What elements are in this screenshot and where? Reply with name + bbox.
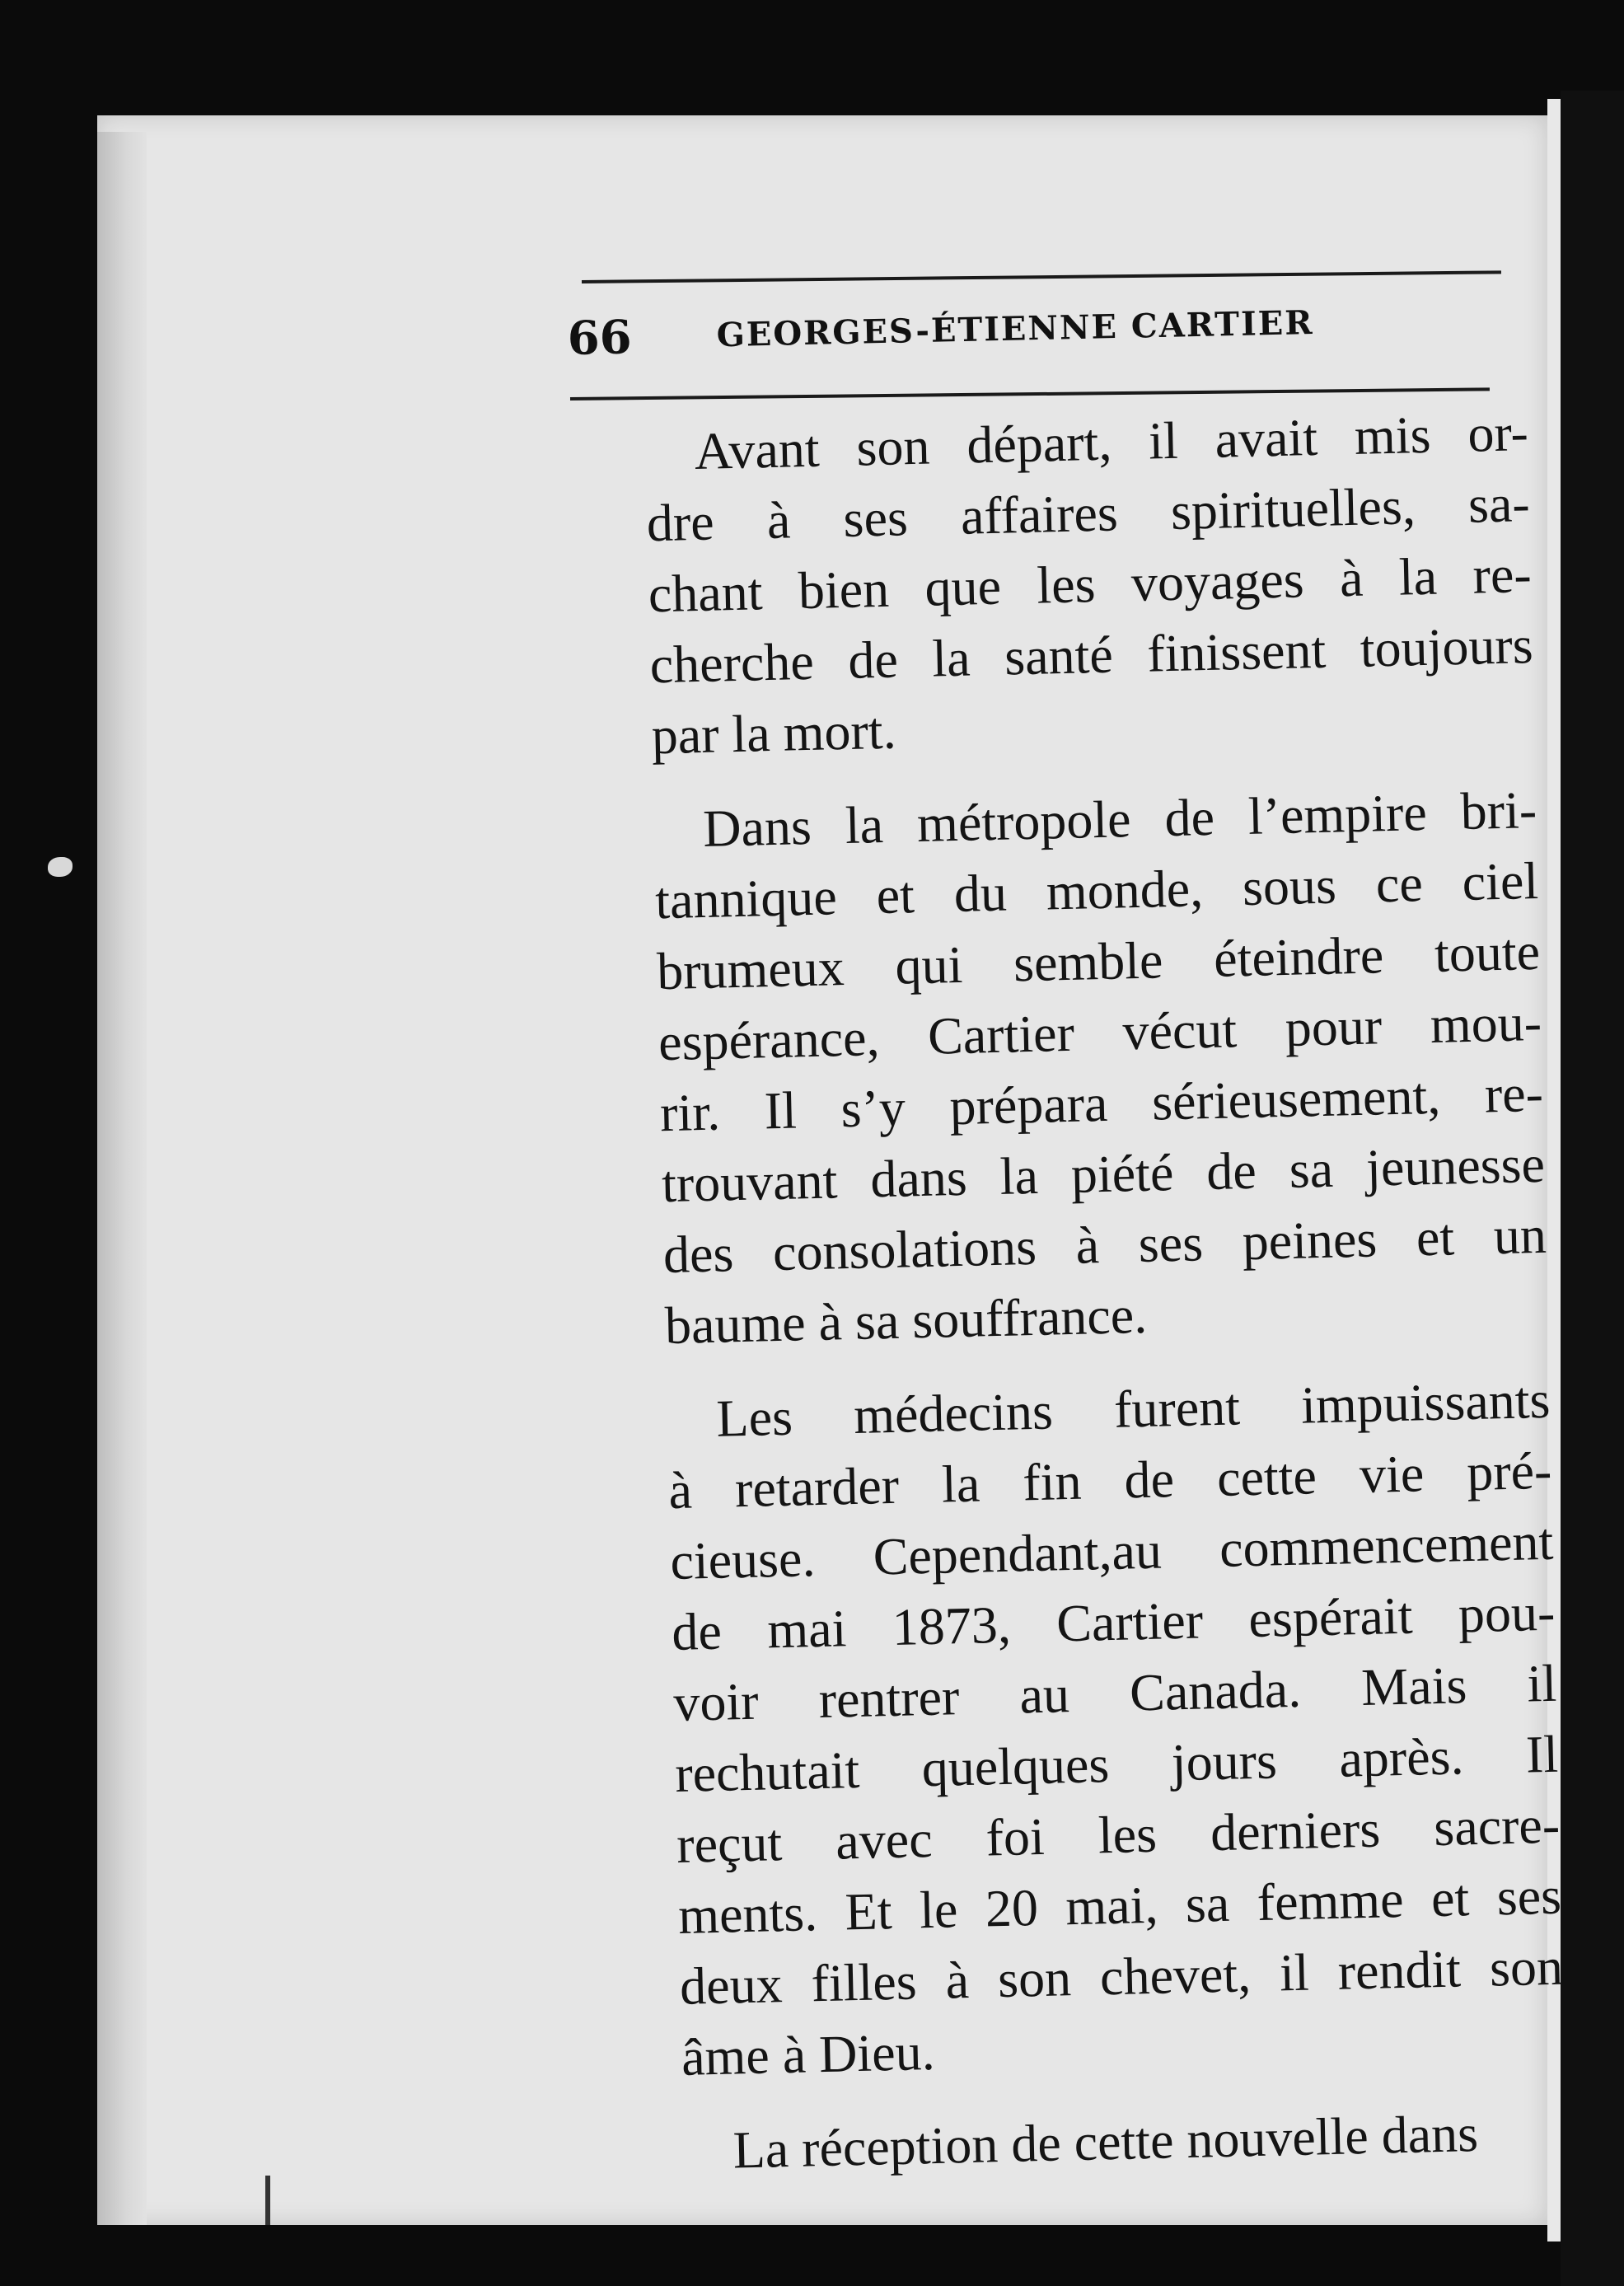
paragraph: [609, 1365, 1565, 2095]
text-line: cieuse. Cependant,au commencement: [669, 1511, 1555, 1591]
running-title: GEORGES-ÉTIENNE CARTIER: [716, 303, 1314, 355]
text-line: reçut avec foi les derniers sacre-: [676, 1795, 1561, 1874]
scan-mark: [265, 2176, 270, 2225]
body-text: [587, 397, 1568, 2211]
text-line: cherche de la santé finissent toujours: [648, 616, 1534, 695]
text-line: de mai 1873, Cartier espérait pou-: [671, 1582, 1556, 1662]
text-line: voir rentrer au Canada. Mais il: [672, 1653, 1557, 1733]
text-line: trouvant dans la piété de sa jeunesse: [661, 1134, 1546, 1214]
scanner-edge-right: [1561, 91, 1624, 2286]
text-line: Avant son départ, il avait mis or-: [694, 403, 1529, 481]
text-line: La réception de cette nouvelle dans: [732, 2103, 1479, 2180]
text-line: dre à ses affaires spirituelles, sa-: [646, 474, 1531, 553]
text-line: chant bien que les voyages à la re-: [648, 545, 1533, 624]
text-line: âme à Dieu.: [681, 2021, 936, 2087]
text-line: ments. Et le 20 mai, sa femme et ses: [677, 1866, 1562, 1945]
text-line: deux filles à son chevet, il rendit son: [679, 1937, 1564, 2016]
text-line: tannique et du monde, sous ce ciel: [654, 850, 1539, 930]
text-line: rechutait quelques jours après. Il: [674, 1724, 1559, 1803]
text-line: brumeux qui semble éteindre toute: [656, 921, 1541, 1001]
text-line: Les médecins furent impuissants: [715, 1370, 1551, 1448]
text-line: par la mort.: [650, 700, 897, 766]
text-line: baume à sa souffrance.: [664, 1285, 1148, 1356]
text-line: espérance, Cartier vécut pour mou-: [658, 992, 1542, 1072]
text-line: rir. Il s’y prépara sérieusement, re-: [659, 1063, 1544, 1143]
paragraph: [587, 397, 1535, 773]
page-gutter: [97, 132, 147, 2225]
scan-speck: [48, 857, 73, 877]
paragraph: [595, 775, 1548, 1363]
text-line: à retarder la fin de cette vie pré-: [667, 1440, 1553, 1520]
text-line: des consolations à ses peines et un: [662, 1205, 1547, 1285]
page-number: 66: [567, 310, 633, 366]
paragraph: [625, 2096, 1568, 2189]
text-line: Dans la métropole de l’empire bri-: [702, 780, 1537, 858]
